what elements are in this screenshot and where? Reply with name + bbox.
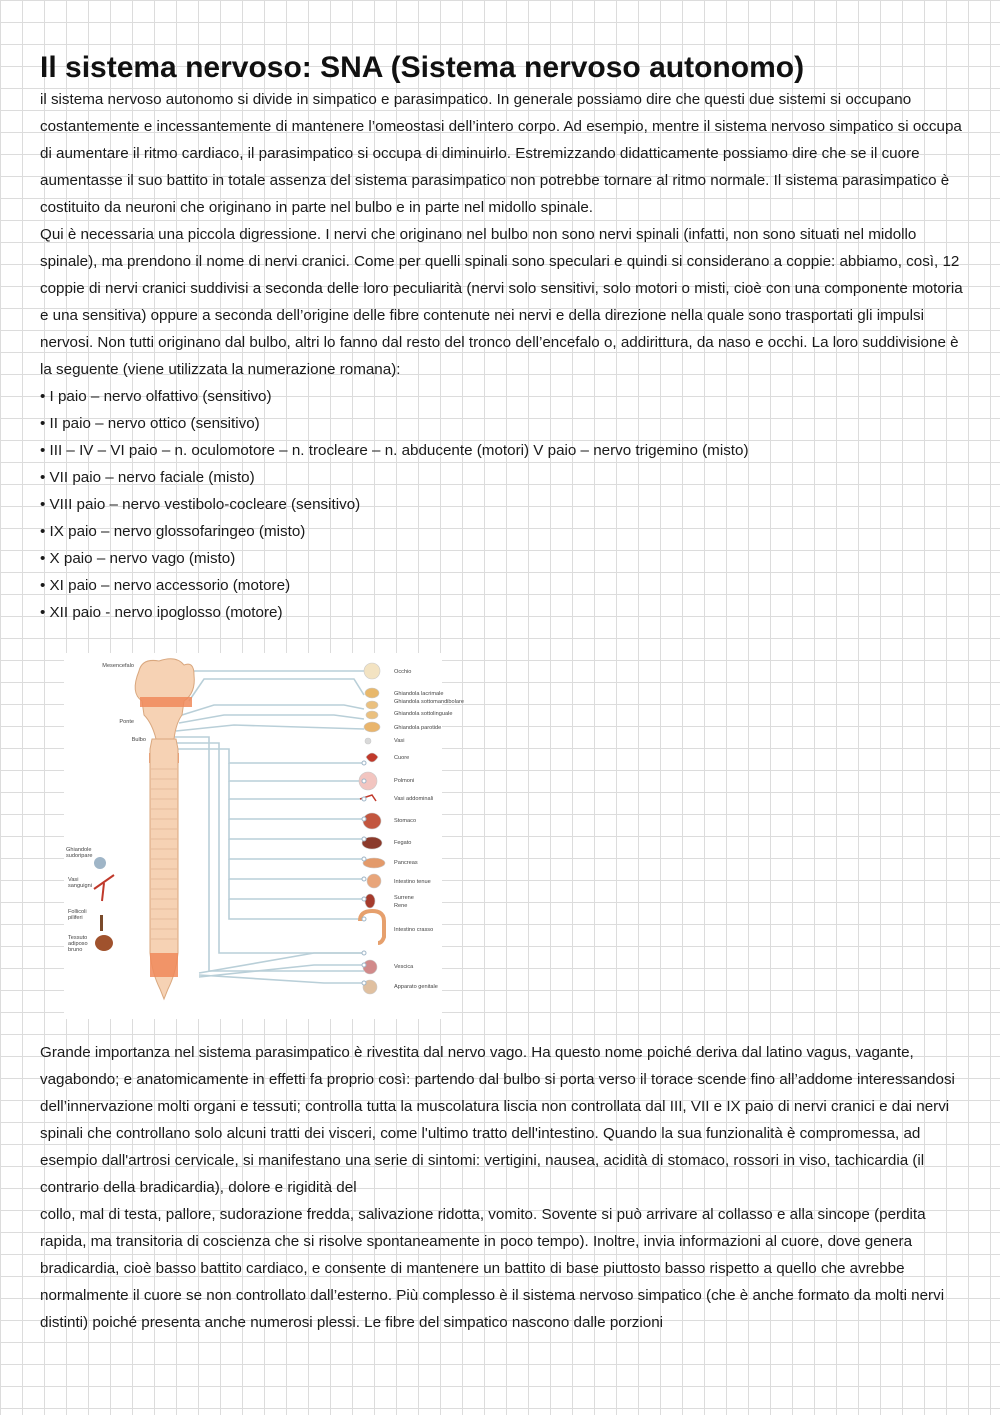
label-stomaco: Stomaco (394, 818, 417, 824)
label-mesencefalo: Mesencefalo (102, 663, 134, 669)
label-apparato-genitale: Apparato genitale (394, 984, 438, 990)
diagram-illustration (64, 653, 442, 1019)
label-surrene: Surrene (394, 895, 414, 901)
label-ghiandola-parotide: Ghiandola parotide (394, 725, 442, 731)
list-item: • II paio – nervo ottico (sensitivo) (40, 410, 965, 437)
paragraph-digression: Qui è necessaria una piccola digressione. I nervi che originano nel bulbo non sono nervi spinali (infatti, non sono situati nel midollo spinale), ma prendono il nome di nervi cranici. Come per quelli spinali sono speculari e quindi si considerano a coppie: abbiamo, così, 12 coppie di nervi cranici suddivisi a seconda delle loro peculiarità (nervi solo sensitivi, solo motori o misti, cioè con una componente motoria e una sensitiva) oppure a seconda dell’origine delle fibre contenute nei nervi e della direzione nella quale sono trasportati gli impulsi nervosi. Non tutti originano dal bulbo, altri lo fanno dal resto del tronco dell’encefalo o, addirittura, da naso e occhi. La loro suddivisione è la seguente (viene utilizzata la numerazione romana): (40, 226, 963, 378)
label-ghiandola-sottomandibolare: Ghiandola sottomandibolare (394, 699, 464, 705)
spinal-cord (150, 739, 178, 999)
label-vasi: Vasi (394, 738, 405, 744)
label-ponte: Ponte (119, 719, 134, 725)
label-fegato: Fegato (394, 840, 412, 846)
cranial-nerve-list (40, 383, 965, 626)
list-item: • VIII paio – nervo vestibolo-cocleare (sensitivo) (40, 491, 965, 518)
list-item: • III – IV – VI paio – n. oculomotore – n. trocleare – n. abducente (motori) V paio – nervo trigemino (misto) (40, 437, 965, 464)
left-organs (94, 857, 114, 951)
label-intestino-crasso: Intestino crasso (394, 927, 434, 933)
paragraph-intro: il sistema nervoso autonomo si divide in simpatico e parasimpatico. In generale possiamo dire che questi due sistemi si occupano costantemente e incessantemente di mantenere l’omeostasi dell’intero corpo. Ad esempio, mentre il sistema nervoso simpatico si occupa di aumentare il ritmo cardiaco, il parasimpatico si occupa di diminuirlo. Estremizzando didatticamente possiamo dire che se il cuore aumentasse il suo battito in totale assenza del sistema parasimpatico non potrebbe tornare al ritmo normale. Il sistema parasimpatico è costituito da neuroni che originano in parte nel bulbo e in parte nel midollo spinale. (40, 91, 962, 216)
list-item: • XII paio - nervo ipoglosso (motore) (40, 599, 965, 626)
right-organs (359, 663, 385, 994)
label-vescica: Vescica (394, 964, 414, 970)
label-tessuto-adiposo: Tessuto adiposo bruno (68, 935, 88, 953)
label-ghiandola-lacrimale: Ghiandola lacrimale (394, 691, 444, 697)
label-occhio: Occhio (394, 669, 412, 675)
document-page (40, 50, 965, 1336)
label-follicoli-piliferi: Follicoli piliferi (68, 909, 87, 921)
parasympathetic-diagram (64, 653, 464, 1019)
list-item: • VII paio – nervo faciale (misto) (40, 464, 965, 491)
paragraph-simpatico: collo, mal di testa, pallore, sudorazione fredda, salivazione ridotta, vomito. Sovente si può arrivare al collasso e alla sincope (perdita rapida, ma transitoria di coscienza che si risolve spontaneamente in poco tempo). Inoltre, invia informazioni al cuore, dove genera bradicardia, cioè basso battito cardiaco, e consente di mantenere un battito di base piuttosto basso rispetto a quello che avrebbe normalmente il cuore se non controllato dall’esterno. Più complesso è il sistema nervoso simpatico (che è anche formato da molti nervi distinti) poiché presenta anche numerosi plessi. Le fibre del simpatico nascono dalle porzioni (40, 1206, 945, 1331)
list-item: • XI paio – nervo accessorio (motore) (40, 572, 965, 599)
list-item: • I paio – nervo olfattivo (sensitivo) (40, 383, 965, 410)
label-rene: Rene (394, 903, 408, 909)
page-title: Il sistema nervoso: SNA (Sistema nervoso autonomo) (40, 51, 805, 84)
paragraph-vago: Grande importanza nel sistema parasimpatico è rivestita dal nervo vago. Ha questo nome poiché deriva dal latino vagus, vagante, vagabondo; e anatomicamente in effetti fa proprio così: partendo dal bulbo si porta verso il torace scende fino all’addome interessandosi dell’innervazione molti organi e tessuti; controlla tutta la muscolatura liscia non controllata dal III, VII e IX paio di nervi cranici e dai nervi spinali che controllano solo alcuni tratti dei visceri, come l'ultimo tratto dell'intestino. Quando la sua funzionalità è compromessa, ad esempio dall'artrosi cervicale, si manifestano una serie di sintomi: vertigini, nausea, acidità di stomaco, rossori in viso, tachicardia (il contrario della bradicardia), dolore e rigidità del (40, 1044, 955, 1196)
label-intestino-tenue: Intestino tenue (394, 879, 431, 885)
label-polmoni: Polmoni (394, 778, 415, 784)
nerve-lines (174, 671, 364, 983)
list-item: • X paio – nervo vago (misto) (40, 545, 965, 572)
label-cuore: Cuore (394, 755, 410, 761)
label-bulbo: Bulbo (131, 737, 146, 743)
label-vasi-addominali: Vasi addominali (394, 796, 434, 802)
label-ghiandole-sudoripare: Ghiandole sudoripare (66, 847, 93, 859)
label-vasi-sanguigni: Vasi sanguigni (68, 877, 92, 889)
label-pancreas: Pancreas (394, 860, 418, 866)
label-ghiandola-sottolinguale: Ghiandola sottolinguale (394, 711, 453, 717)
list-item: • IX paio – nervo glossofaringeo (misto) (40, 518, 965, 545)
